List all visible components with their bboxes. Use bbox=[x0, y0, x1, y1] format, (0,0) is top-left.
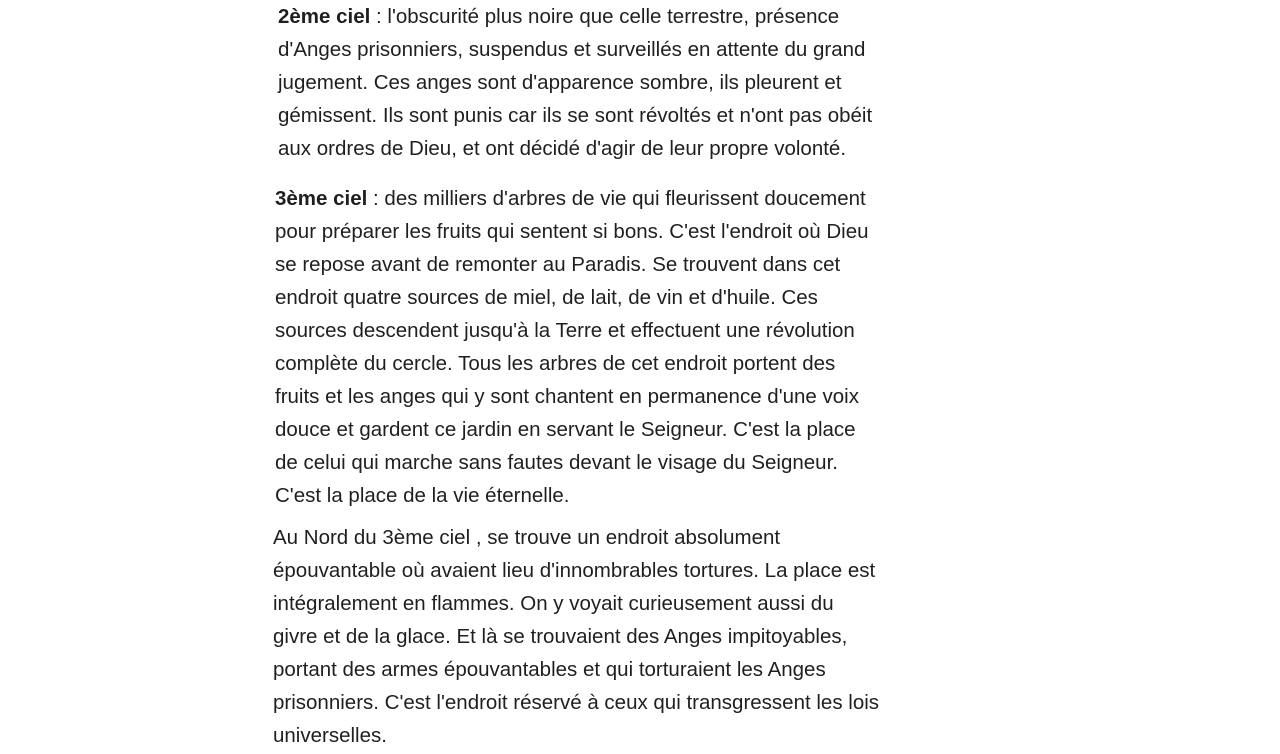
text-line: C'est la place de la vie éternelle. bbox=[275, 484, 570, 507]
paragraph-second-heaven bbox=[278, 0, 928, 165]
paragraph-third-heaven bbox=[275, 182, 925, 512]
text-line: gémissent. Ils sont punis car ils se sont révoltés et n'ont pas obéit bbox=[278, 104, 873, 127]
text-line: 3ème ciel : des milliers d'arbres de vie qui fleurissent doucement bbox=[275, 187, 866, 210]
text-line: Au Nord du 3ème ciel , se trouve un endroit absolument bbox=[273, 526, 781, 549]
text-line: pour préparer les fruits qui sentent si bons. C'est l'endroit où Dieu bbox=[275, 220, 869, 243]
text-line: aux ordres de Dieu, et ont décidé d'agir de leur propre volonté. bbox=[278, 137, 847, 160]
text-line: givre et de la glace. Et là se trouvaient des Anges impitoyables, bbox=[273, 625, 848, 648]
text-line: de celui qui marche sans fautes devant le visage du Seigneur. bbox=[275, 451, 838, 474]
text-line: prisonniers. C'est l'endroit réservé à ceux qui transgressent les lois bbox=[273, 691, 880, 714]
paragraph-north-third-heaven bbox=[273, 521, 933, 752]
text-line: 2ème ciel : l'obscurité plus noire que celle terrestre, présence bbox=[278, 5, 840, 28]
text-line: endroit quatre sources de miel, de lait, de vin et d'huile. Ces bbox=[275, 286, 818, 309]
text-line: épouvantable où avaient lieu d'innombrables tortures. La place est bbox=[273, 559, 876, 582]
paragraph-heading: 3ème ciel bbox=[275, 187, 368, 210]
text-line: fruits et les anges qui y sont chantent en permanence d'une voix bbox=[275, 385, 859, 408]
text-line: sources descendent jusqu'à la Terre et effectuent une révolution bbox=[275, 319, 855, 342]
text-line: universelles. bbox=[273, 724, 387, 747]
text-line: portant des armes épouvantables et qui torturaient les Anges bbox=[273, 658, 826, 681]
text-line: douce et gardent ce jardin en servant le Seigneur. C'est la place bbox=[275, 418, 856, 441]
paragraph-heading: 2ème ciel bbox=[278, 5, 371, 28]
text-line: jugement. Ces anges sont d'apparence sombre, ils pleurent et bbox=[278, 71, 842, 94]
text-line: se repose avant de remonter au Paradis. Se trouvent dans cet bbox=[275, 253, 841, 276]
text-line: d'Anges prisonniers, suspendus et surveillés en attente du grand bbox=[278, 38, 866, 61]
text-line: complète du cercle. Tous les arbres de cet endroit portent des bbox=[275, 352, 836, 375]
text-line: intégralement en flammes. On y voyait curieusement aussi du bbox=[273, 592, 834, 615]
